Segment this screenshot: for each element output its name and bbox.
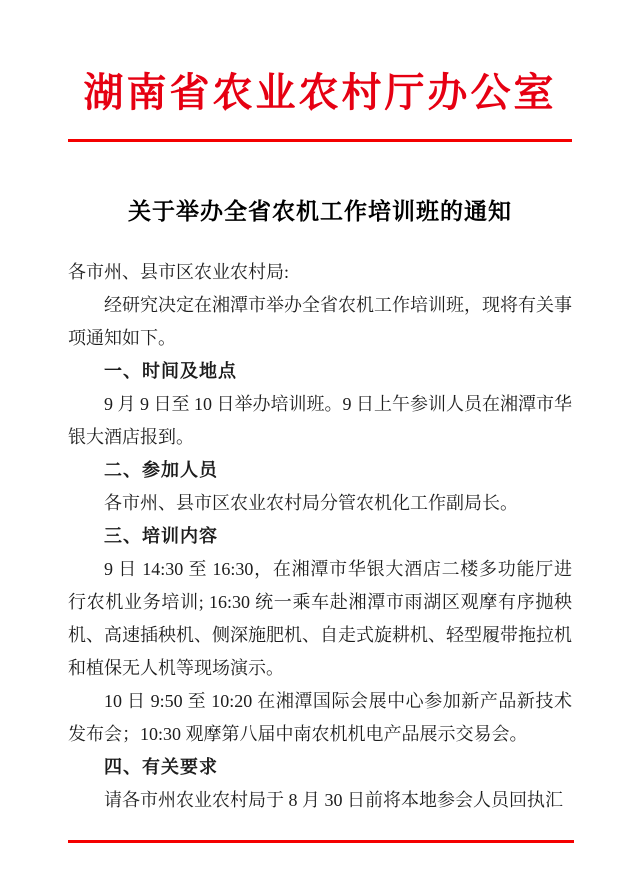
paragraph-time-place: 9 月 9 日至 10 日举办培训班。9 日上午参训人员在湘潭市华银大酒店报到。	[68, 394, 572, 447]
section-heading-1-time-place: 一、时间及地点	[104, 361, 237, 381]
section-heading-3-training-content: 三、培训内容	[104, 526, 218, 546]
salutation: 各市州、县市区农业农村局:	[68, 262, 289, 282]
notice-body	[68, 256, 572, 817]
paragraph-requirements-truncated: 请各市州农业农村局于 8 月 30 日前将本地参会人员回执汇	[104, 790, 563, 810]
paragraph-participants: 各市州、县市区农业农村局分管农机化工作副局长。	[104, 493, 518, 513]
footer-red-separator	[68, 840, 574, 843]
paragraph-intro: 经研究决定在湘潭市举办全省农机工作培训班，现将有关事项通知如下。	[68, 295, 572, 348]
paragraph-training-day1: 9 日 14:30 至 16:30，在湘潭市华银大酒店二楼多功能厅进行农机业务培训; 16:30 统一乘车赴湘潭市雨湖区观摩有序抛秧机、高速插秧机、侧深施肥机、自走式旋耕机、轻型履带拖拉机和植保无人机等现场演示。	[68, 559, 572, 678]
section-heading-2-participants: 二、参加人员	[104, 460, 218, 480]
notice-title: 关于举办全省农机工作培训班的通知	[128, 199, 512, 224]
letterhead-red-separator	[68, 139, 572, 142]
letterhead-agency-title: 湖南省农业农村厅办公室	[83, 70, 557, 115]
section-heading-4-requirements: 四、有关要求	[104, 757, 218, 777]
paragraph-training-day2: 10 日 9:50 至 10:20 在湘潭国际会展中心参加新产品新技术发布会；10:30 观摩第八届中南农机机电产品展示交易会。	[68, 691, 572, 744]
